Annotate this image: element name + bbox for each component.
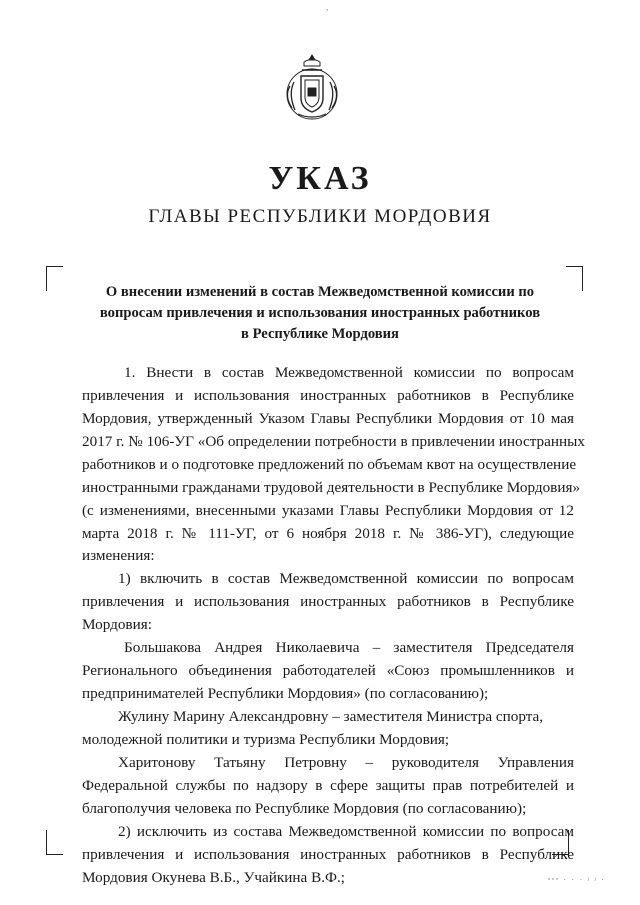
body-line: (с изменениями, внесенными указами Главы Республики Мордовия от 12 [82, 502, 574, 519]
body-line: 1) включить в состав Межведомственной комиссии по вопросам [118, 570, 574, 587]
body-line: марта 2018 г. № 111-УГ, от 6 ноября 2018 г. № 386-УГ), следующие [82, 525, 574, 542]
body-line: молодежной политики и туризма Республики Мордовия; [82, 731, 450, 748]
scan-tick-mark: , [326, 2, 329, 12]
body-line: иностранными гражданами трудовой деятельности в Республике Мордовия» [82, 479, 581, 496]
body-line: работников и о подготовке предложений по объемам квот на осуществление [82, 456, 577, 473]
document-issuer: ГЛАВЫ РЕСПУБЛИКИ МОРДОВИЯ [148, 206, 492, 227]
body-line: изменения: [82, 547, 155, 564]
body-line: Мордовия: [82, 616, 152, 633]
corner-bracket-top-left [46, 266, 63, 291]
body-line: Мордовия, утвержденный Указом Главы Республики Мордовия от 10 мая [82, 410, 574, 427]
subject-line: О внесении изменений в состав Межведомственной комиссии по [105, 284, 535, 300]
body-line: 2017 г. № 106-УГ «Об определении потребности в привлечении иностранных [82, 433, 585, 450]
document-subject [90, 282, 550, 345]
body-line: Мордовия Окунева В.Б., Учайкина В.Ф.; [82, 869, 346, 886]
corner-bracket-bottom-left [46, 830, 63, 855]
body-line: привлечения и использования иностранных работников в Республике [82, 593, 574, 610]
subject-line: в Республике Мордовия [241, 326, 399, 342]
body-line: 2) исключить из состава Межведомственной комиссии по вопросам [118, 823, 574, 840]
body-line: благополучия человека по Республике Мордовия (по согласованию); [82, 800, 527, 817]
subject-line: вопросам привлечения и использования иностранных работников [99, 305, 541, 321]
scan-mark: ᵃᵃᵒ · · · ʲ ʲ · [548, 876, 606, 884]
coat-of-arms-mordovia-icon [280, 52, 344, 122]
body-line: Жулину Марину Александровну – заместителя Министра спорта, [118, 708, 544, 725]
body-line: привлечения и использования иностранных работников в Республике [82, 387, 574, 404]
body-line: Большакова Андрея Николаевича – заместителя Председателя [124, 639, 574, 656]
body-line: Регионального объединения работодателей «Союз промышленников и [82, 662, 574, 679]
body-line: 1. Внести в состав Межведомственной комиссии по вопросам [124, 364, 574, 381]
document-title: УКАЗ [268, 160, 372, 197]
body-line: привлечения и использования иностранных работников в Республике [82, 846, 574, 863]
body-line: предпринимателей Республики Мордовия» (по согласованию); [82, 685, 489, 702]
body-line: Харитонову Татьяну Петровну – руководителя Управления [118, 754, 574, 771]
corner-bracket-top-right [566, 266, 583, 291]
body-line: Федеральной службы по надзору в сфере защиты прав потребителей и [82, 777, 574, 794]
